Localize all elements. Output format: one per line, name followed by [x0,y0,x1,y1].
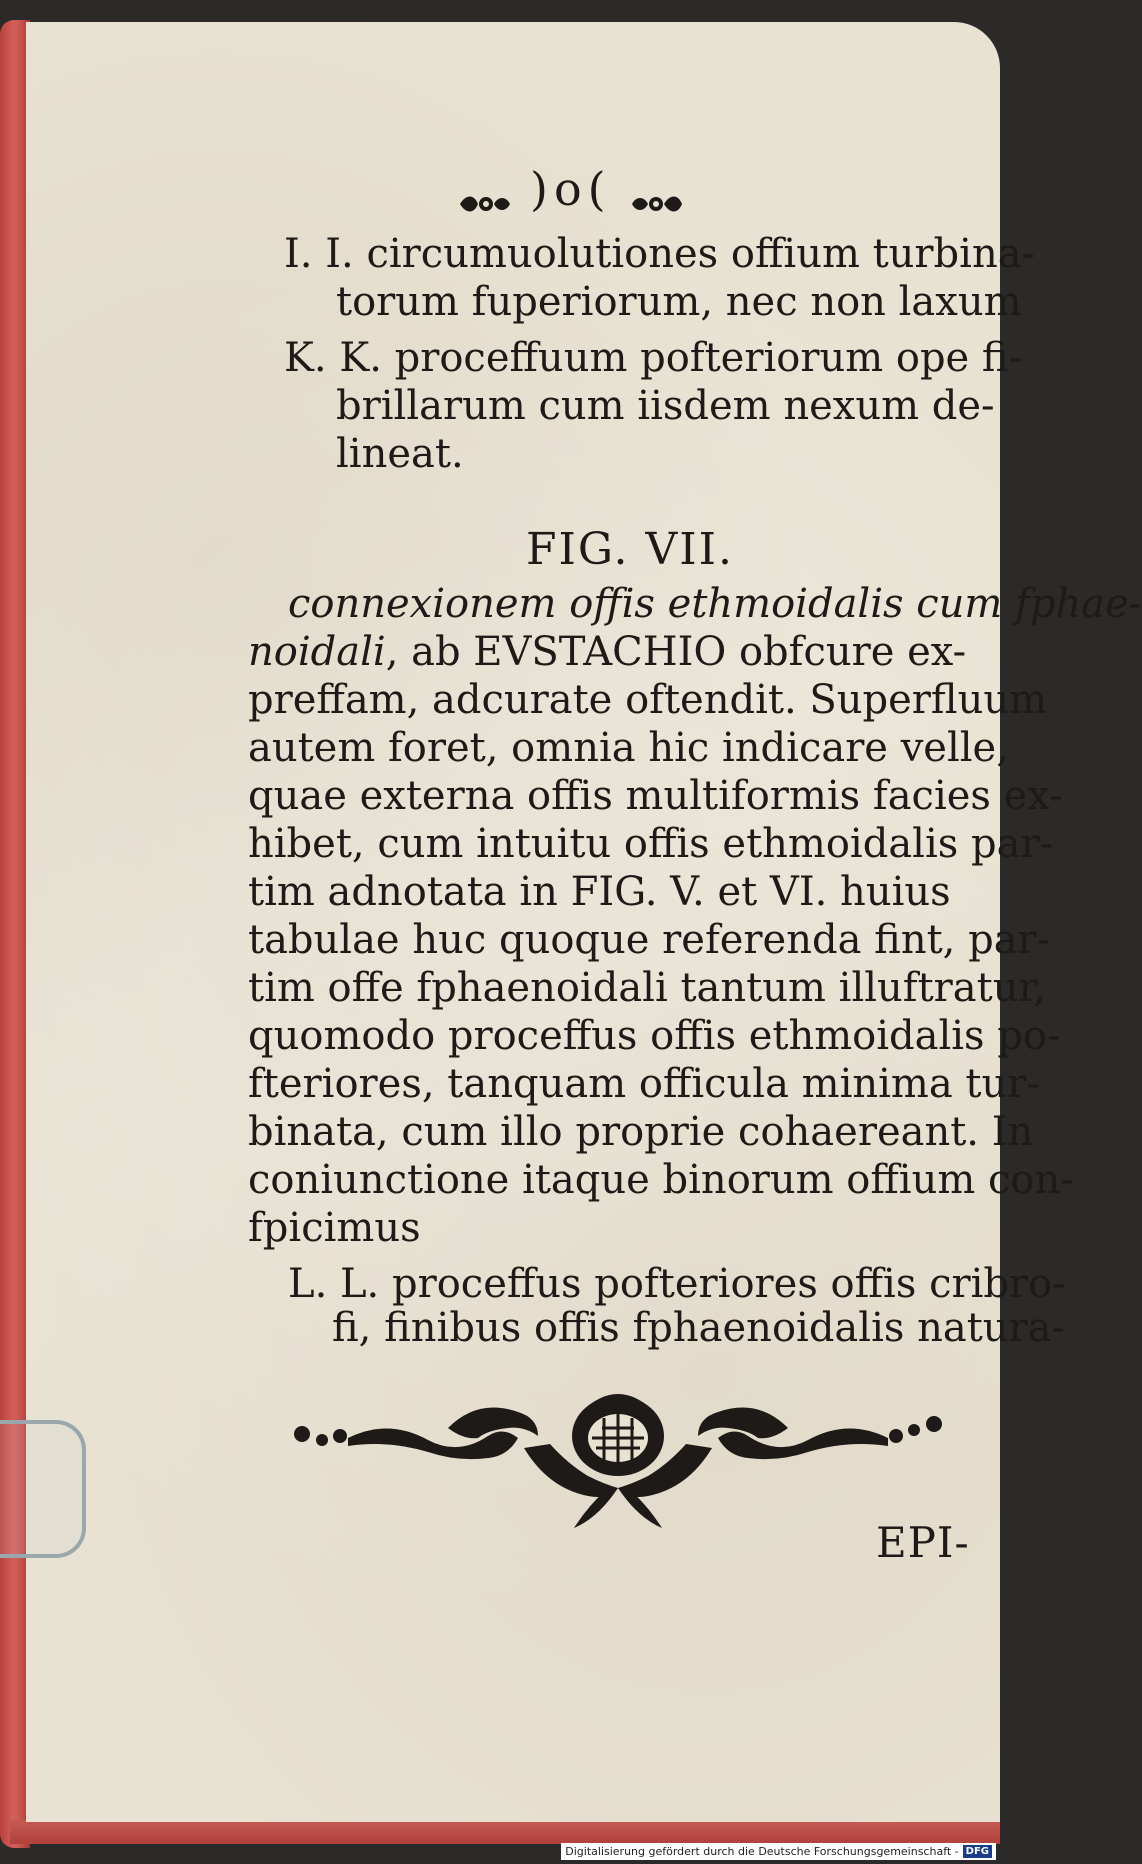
paragraph-line: connexionem offis ethmoidalis cum fphae- [288,581,1142,627]
page-clip [0,1420,86,1558]
text-line: I. I. circumuolutiones offium turbina- [284,231,1036,277]
italic-word: noidali [248,629,386,675]
paragraph-line [248,630,966,674]
text-line: lineat. [336,431,464,477]
paragraph-line: preffam, adcurate oftendit. Superfluum [248,677,1048,723]
paragraph-line: fteriores, tanquam officula minima tur- [248,1061,1040,1107]
left-fleuron-icon [456,175,514,203]
paragraph-line-rest: , ab EVSTACHIO obfcure ex- [385,629,967,675]
paragraph-line: tim offe fphaenoidali tantum illuftratur, [248,965,1046,1011]
text-line: brillarum cum iisdem nexum de- [336,383,995,429]
header-text: )o( [530,162,612,216]
digitization-footer [561,1843,996,1860]
paragraph-line: binata, cum illo proprie cohaereant. In [248,1109,1034,1155]
item-line: fi, finibus offis fphaenoidalis natura- [332,1305,1066,1351]
text-line: K. K. proceffuum pofteriorum ope fi- [284,335,1023,381]
text-line: torum fuperiorum, nec non laxum [336,279,1022,325]
paragraph-line: autem foret, omnia hic indicare velle, [248,725,1009,771]
figure-heading: FIG. VII. [526,524,734,575]
paragraph-line: fpicimus [248,1205,421,1251]
footer-text: Digitalisierung gefördert durch die Deutsche Forschungsgemeinschaft - [565,1845,959,1858]
paragraph-line: coniunctione itaque binorum offium con- [248,1157,1074,1203]
paragraph-line: tim adnotata in FIG. V. et VI. huius [248,869,951,915]
paragraph-line: quomodo proceffus offis ethmoidalis po- [248,1013,1061,1059]
page-header [456,162,816,216]
paragraph-line: quae externa offis multiformis facies ex- [248,773,1063,819]
catchword: EPI- [876,1518,970,1567]
dfg-logo: DFG [963,1845,992,1858]
paragraph-line: tabulae huc quoque referenda fint, par- [248,917,1051,963]
book-page [26,22,1142,1822]
page-edge-bottom [10,1820,1000,1844]
paragraph-line: hibet, cum intuitu offis ethmoidalis par- [248,821,1054,867]
item-line: L. L. proceffus pofteriores offis cribro- [288,1261,1066,1307]
ornamental-vignette-icon [288,1378,948,1538]
right-fleuron-icon [628,175,686,203]
